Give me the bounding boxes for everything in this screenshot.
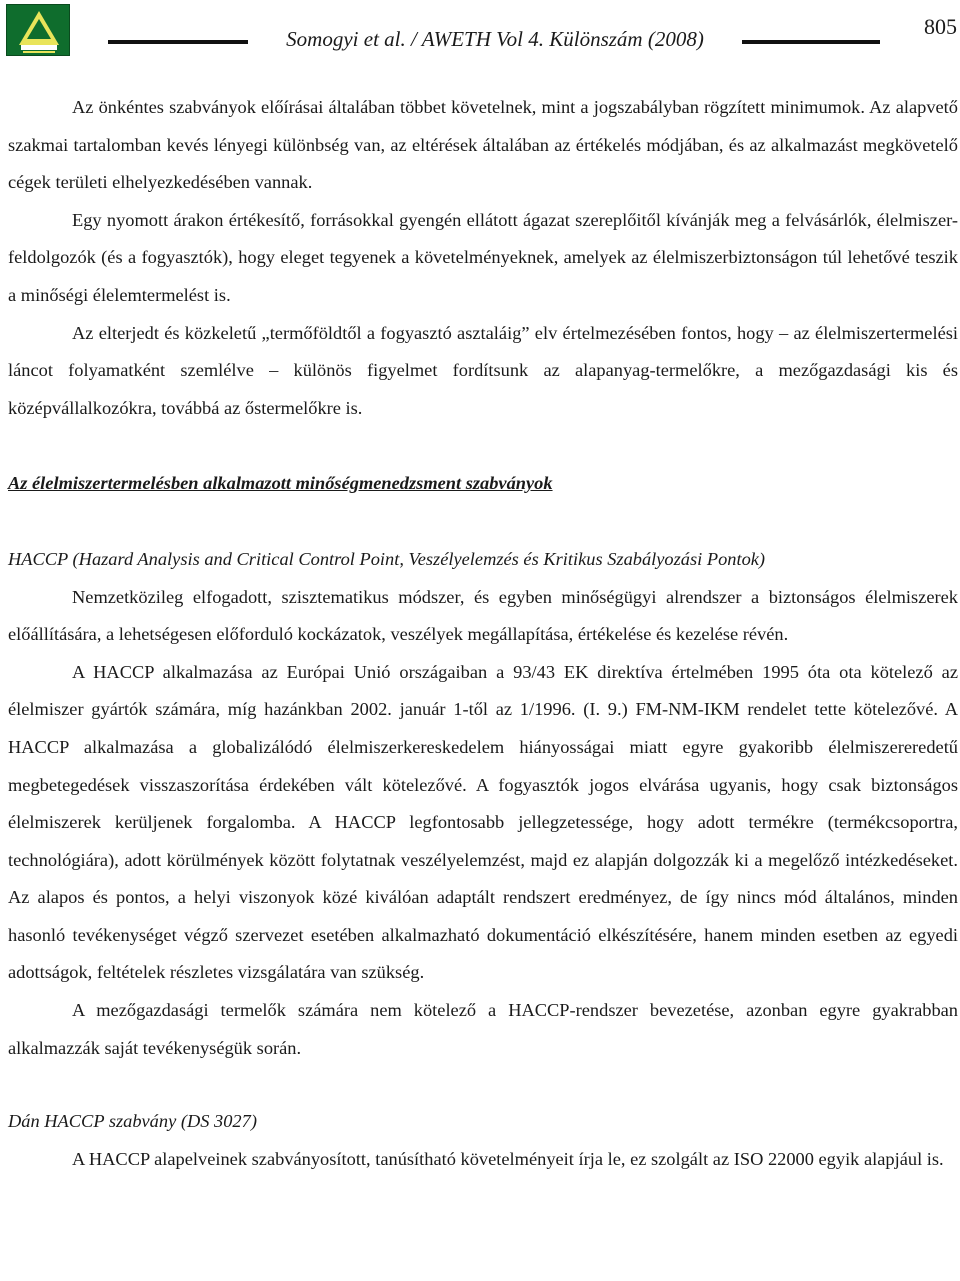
spacer xyxy=(8,1067,958,1103)
danish-haccp-subtitle: Dán HACCP szabvány (DS 3027) xyxy=(8,1111,257,1132)
header-rule-right xyxy=(742,40,880,44)
header-rule-left xyxy=(108,40,248,44)
page-number: 805 xyxy=(924,14,957,39)
section-title: Az élelmiszertermelésben alkalmazott minőségmenedzsment szabványok xyxy=(8,473,553,494)
article-body xyxy=(8,89,958,1178)
spacer xyxy=(8,427,958,465)
paragraph-haccp-definition: Nemzetközileg elfogadott, szisztematikus módszer, és egyben minőségügyi alrendszer a biztonságos élelmiszerek előállítására, a lehetségesen előforduló kockázatok, veszélyek megállapítása, értékelése és kezelése révén. xyxy=(8,586,958,645)
page-header xyxy=(0,0,960,62)
paragraph-haccp-farmers: A mezőgazdasági termelők számára nem kötelező a HACCP-rendszer bevezetése, azonban egyre gyakrabban alkalmazzák saját tevékenységük során. xyxy=(8,1000,958,1058)
paragraph-haccp-eu: A HACCP alkalmazása az Európai Unió országaiban a 93/43 EK direktíva értelmében 1995 óta ota kötelező az élelmiszer gyártók számára, míg hazánkban 2002. január 1-től az 1/1996. (I. 9.) FM-NM-IKM rendelet tette kötelezővé. A HACCP alkalmazása a globalizálódó élelmiszerkereskedelem hiányosságai miatt egyre gyakoribb élelmiszereredetű megbetegedések visszaszorítása érdekében vált kötelezővé. A fogyasztók jogos elvárása ugyanis, hogy csak biztonságos élelmiszerek kerüljenek forgalomba. A HACCP legfontosabb jellegzetessége, hogy adott termékre (termékcsoportra, technológiára), adott körülmények között folytatnak veszélyelemzést, majd ez alapján dolgozzák ki a megelőző intézkedéseket. Az alapos és pontos, a helyi viszonyok közé kiválóan adaptált rendszert eredményez, de így nincs mód általános, minden hasonló tevékenységet végző szervezet esetében alkalmazható dokumentáció elkészítésére, hanem minden esetben az egyedi adottságok, feltételek részletes vizsgálatára van szükség. xyxy=(8,661,958,983)
haccp-subtitle: HACCP (Hazard Analysis and Critical Control Point, Veszélyelemzés és Kritikus Szabályozási Pontok) xyxy=(8,548,766,569)
paragraph-farm-to-table: Az elterjedt és közkeletű „termőföldtől a fogyasztó asztaláig” elv értelmezésében fontos, hogy – az élelmiszertermelési láncot folyamatként szemlélve – különös figyelmet fordítsunk az alapanyag-termelőkre, a mezőgazdasági kis és középvállalkozókra, továbbá az őstermelőkre is. xyxy=(8,322,958,418)
paragraph-danish-haccp: A HACCP alapelveinek szabványosított, tanúsítható követelményeit írja le, ez szolgált az ISO 22000 egyik alapjául is. xyxy=(72,1148,944,1169)
paragraph-low-price-sector: Egy nyomott árakon értékesítő, forrásokkal gyengén ellátott ágazat szereplőitől kívánják meg a felvásárlók, élelmiszer-feldolgozók (és a fogyasztók), hogy eleget tegyenek a követelményeknek, amelyek az élelmiszerbiztonságon túl lehetővé teszik a minőségi élelemtermelést is. xyxy=(8,209,958,305)
spacer xyxy=(8,503,958,541)
logo-pyramid-icon xyxy=(7,5,70,56)
journal-citation: Somogyi et al. / AWETH Vol 4. Különszám (2008) xyxy=(286,27,704,51)
journal-logo xyxy=(6,4,70,56)
paragraph-voluntary-standards: Az önkéntes szabványok előírásai általában többet követelnek, mint a jogszabályban rögzített minimumok. Az alapvető szakmai tartalomban kevés lényegi különbség van, az eltérések általában az értékelés módjában, és az alkalmazást megkövetelő cégek területi elhelyezkedésében vannak. xyxy=(8,97,958,193)
